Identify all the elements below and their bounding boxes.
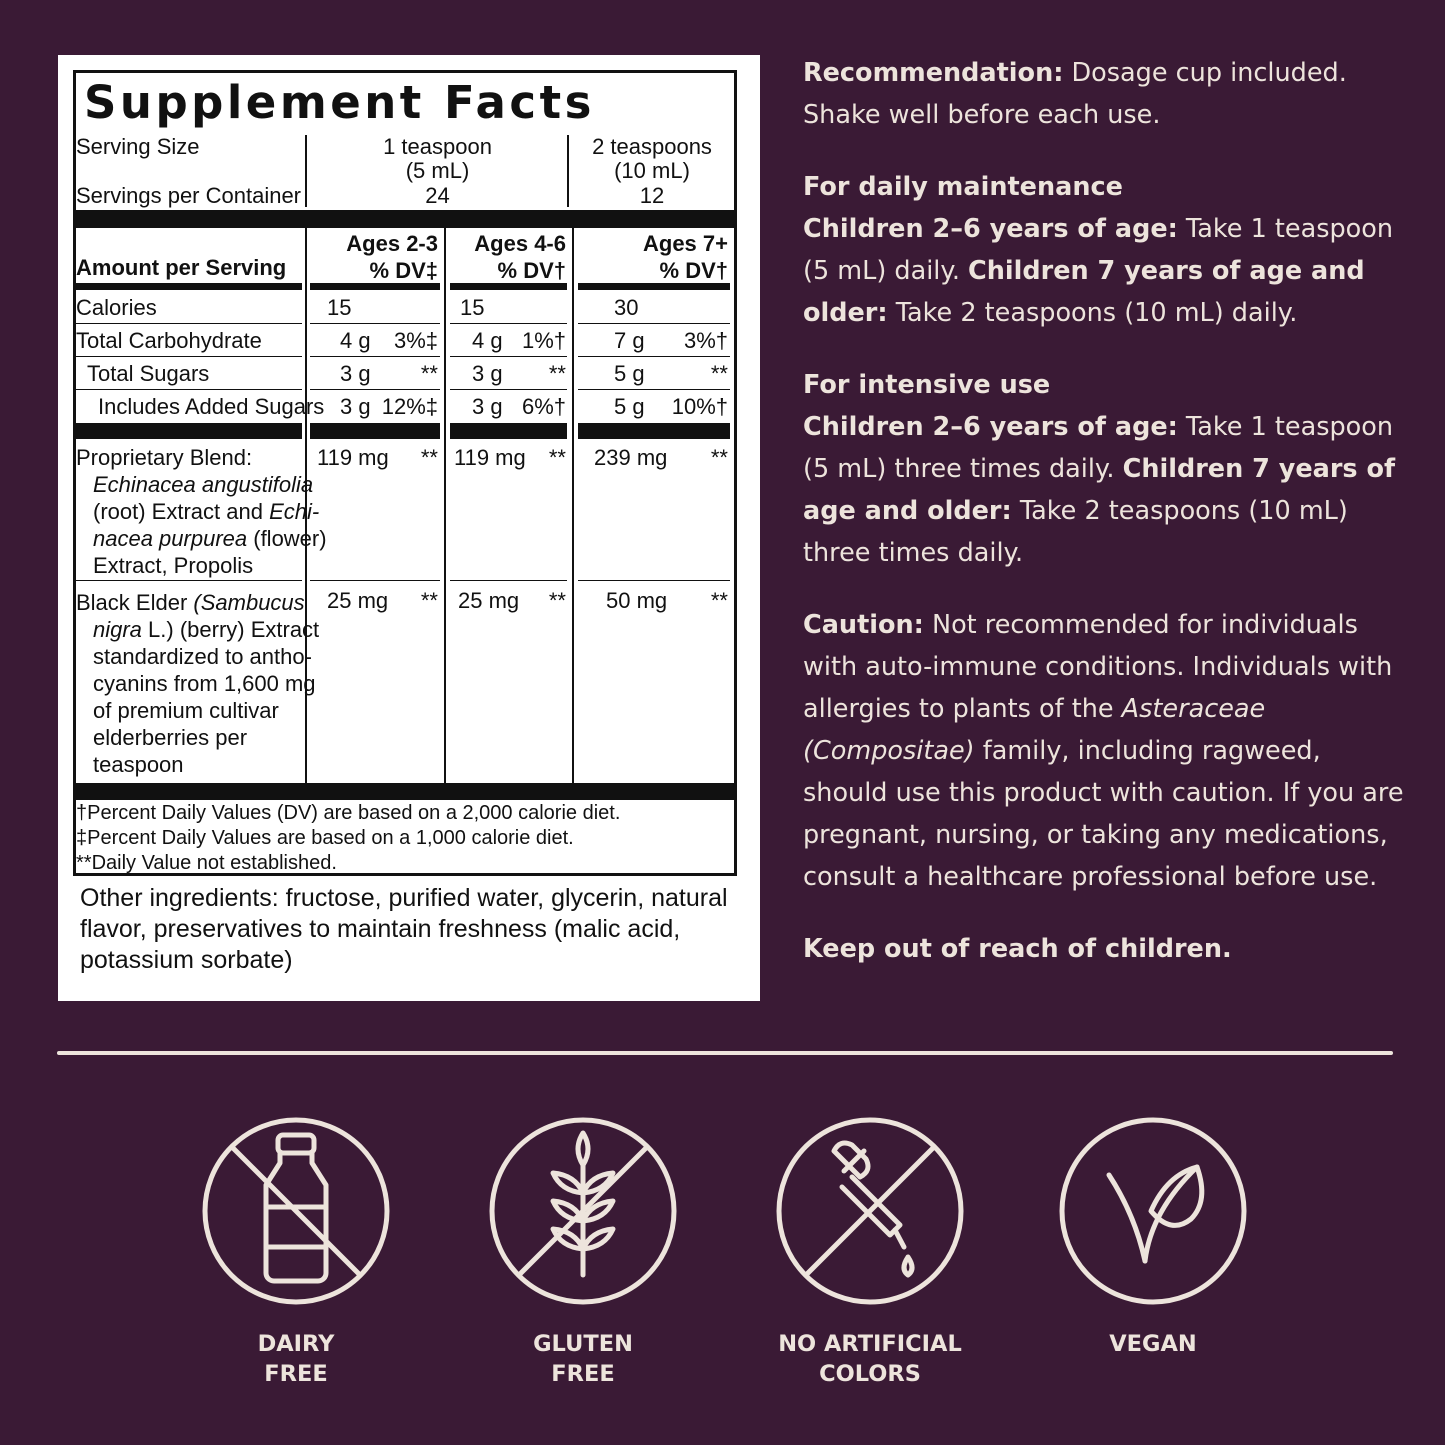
dropper-crossed-icon [774,1115,966,1307]
row-rule [76,356,302,357]
keep-out-text: Keep out of reach of children. [803,934,1232,964]
thick-rule [450,423,567,439]
recommendation-text: Dosage cup included. Shake well before each use. [803,58,1347,130]
row-rule [450,580,567,581]
thick-rule [76,210,734,228]
nutrient-dv: ** [548,361,566,386]
nutrient-amount: 3 g [472,394,503,419]
nutrient-label: Calories [76,295,157,320]
caution-family-name: Asteraceae (Compositae) [803,694,1266,766]
elder-amount: 50 mg [606,588,668,613]
caution-label: Caution: [803,610,924,640]
thick-rule [578,423,730,439]
section-divider [57,1051,1393,1055]
row-rule [310,323,440,324]
badge-label: NO ARTIFICIAL COLORS [778,1331,962,1387]
elder-dv: ** [548,588,566,613]
elder-line: teaspoon [93,752,184,777]
badge-label: DAIRY FREE [257,1331,335,1387]
daily-older-text: Take 2 teaspoons (10 mL) daily. [887,298,1298,328]
age-group-3-dv: % DV† [659,258,728,283]
elder-line: Black Elder (Sambucus [76,590,305,615]
medium-rule [76,283,302,290]
blend-line: nacea purpurea (flower) [93,526,327,551]
supplement-facts-title: Supplement Facts [84,76,595,129]
medium-rule [578,283,730,290]
servings-col2: 12 [639,183,665,208]
blend-amount: 119 mg [317,445,389,470]
amount-per-serving-label: Amount per Serving [76,255,287,280]
elder-line: cyanins from 1,600 mg [93,671,316,696]
elder-line: of premium cultivar [93,698,279,723]
blend-amount: 119 mg [454,445,526,470]
column-divider [567,135,569,207]
nutrient-dv: 10%† [671,394,728,419]
supplement-facts-panel [73,70,737,876]
directions-panel [803,52,1413,1000]
intensive-older-text: Take 2 teaspoons (10 mL) three times daily. [803,496,1348,568]
footnote: **Daily Value not established. [76,852,337,874]
nutrient-amount: 3 g [472,361,503,386]
supplement-facts-card [58,55,760,1001]
thick-rule [76,423,302,439]
servings-per-container-label: Servings per Container [76,183,302,208]
row-rule [450,356,567,357]
badge-label: VEGAN [1109,1331,1197,1357]
nutrient-label: Total Sugars [87,361,210,386]
nutrient-dv: ** [420,361,438,386]
nutrient-amount: 5 g [614,394,645,419]
row-rule [450,389,567,390]
intensive-heading: For intensive use [803,370,1051,400]
column-divider [572,210,574,783]
wheat-crossed-icon [487,1115,679,1307]
thick-rule [76,783,734,800]
serving-size-col2-line2: (10 mL) [614,158,690,183]
blend-line: Proprietary Blend: [76,445,253,470]
nutrient-amount: 15 [327,295,352,320]
nutrient-amount: 3 g [340,361,371,386]
nutrient-amount: 30 [614,295,639,320]
medium-rule [310,283,440,290]
nutrient-dv: 3%† [683,328,728,353]
recommendation-paragraph [803,52,1413,136]
elder-dv: ** [710,588,728,613]
daily-maintenance-paragraph [803,166,1413,334]
elder-amount: 25 mg [458,588,520,613]
intensive-kids-text: Take 1 teaspoon (5 mL) three times daily. [803,412,1394,484]
caution-paragraph [803,604,1413,898]
caution-text-2: family, including ragweed, should use this product with caution. If you are pregnant, nursing, or taking any medications, consult a healthcare professional before use. [803,736,1404,892]
keep-out-paragraph [803,928,1413,970]
milk-bottle-crossed-icon [200,1115,392,1307]
daily-heading: For daily maintenance [803,172,1123,202]
footnote: ‡Percent Daily Values are based on a 1,000 calorie diet. [76,827,574,849]
column-divider [305,135,307,207]
recommendation-label: Recommendation: [803,58,1064,88]
other-ingredients: Other ingredients: fructose, purified water, glycerin, natural flavor, preservatives to maintain freshness (malic acid, potassium sorbate) [80,884,728,974]
blend-dv: ** [420,445,438,470]
nutrient-amount: 5 g [614,361,645,386]
daily-kids-text: Take 1 teaspoon (5 mL) daily. [803,214,1394,286]
elder-amount: 25 mg [327,588,389,613]
serving-size-col1-line2: (5 mL) [405,158,470,183]
blend-line: Extract, Propolis [93,553,254,578]
age-group-1-dv: % DV‡ [369,258,438,283]
serving-size-label: Serving Size [76,134,200,159]
row-rule [76,323,302,324]
medium-rule [450,283,567,290]
footnote: †Percent Daily Values (DV) are based on a 2,000 calorie diet. [76,802,621,824]
blend-dv: ** [548,445,566,470]
nutrient-dv: ** [710,361,728,386]
nutrient-label: Includes Added Sugars [98,394,325,419]
nutrient-dv: 1%† [521,328,566,353]
nutrient-dv: 3%‡ [393,328,438,353]
age-group-3-label: Ages 7+ [643,231,728,256]
nutrient-label: Total Carbohydrate [76,328,262,353]
nutrient-amount: 3 g [340,394,371,419]
age-group-2-label: Ages 4-6 [474,231,566,256]
intensive-use-paragraph [803,364,1413,574]
row-rule [310,389,440,390]
intensive-kids-label: Children 2–6 years of age: [803,412,1178,442]
row-rule [76,580,302,581]
row-rule [578,389,730,390]
elder-dv: ** [420,588,438,613]
nutrient-dv: 12%‡ [381,394,438,419]
thick-rule [310,423,440,439]
servings-col1: 24 [425,183,450,208]
age-group-2-dv: % DV† [497,258,566,283]
blend-amount: 239 mg [594,445,668,470]
elder-line: nigra L.) (berry) Extract [93,617,320,642]
nutrient-amount: 4 g [472,328,503,353]
column-divider [444,210,446,783]
row-rule [310,580,440,581]
blend-dv: ** [710,445,728,470]
serving-size-col2-line1: 2 teaspoons [592,134,712,159]
row-rule [578,356,730,357]
row-rule [310,356,440,357]
serving-size-col1-line1: 1 teaspoon [383,134,492,159]
blend-line: Echinacea angustifolia [93,472,314,497]
leaf-icon [1057,1115,1249,1307]
nutrient-amount: 15 [460,295,485,320]
badge-label: GLUTEN FREE [533,1331,633,1387]
nutrient-amount: 7 g [614,328,645,353]
daily-older-label: Children 7 years of age and older: [803,256,1365,328]
row-rule [578,323,730,324]
caution-text: Not recommended for individuals with auto-immune conditions. Individuals with allergies to plants of the [803,610,1393,724]
age-group-1-label: Ages 2-3 [346,231,438,256]
intensive-older-label: Children 7 years of age and older: [803,454,1396,526]
blend-line: (root) Extract and Echi- [93,499,320,524]
row-rule [76,389,302,390]
nutrient-dv: 6%† [521,394,566,419]
elder-line: standardized to antho- [93,644,312,669]
elder-line: elderberries per [93,725,248,750]
daily-kids-label: Children 2–6 years of age: [803,214,1178,244]
row-rule [450,323,567,324]
nutrient-amount: 4 g [340,328,371,353]
row-rule [578,580,730,581]
